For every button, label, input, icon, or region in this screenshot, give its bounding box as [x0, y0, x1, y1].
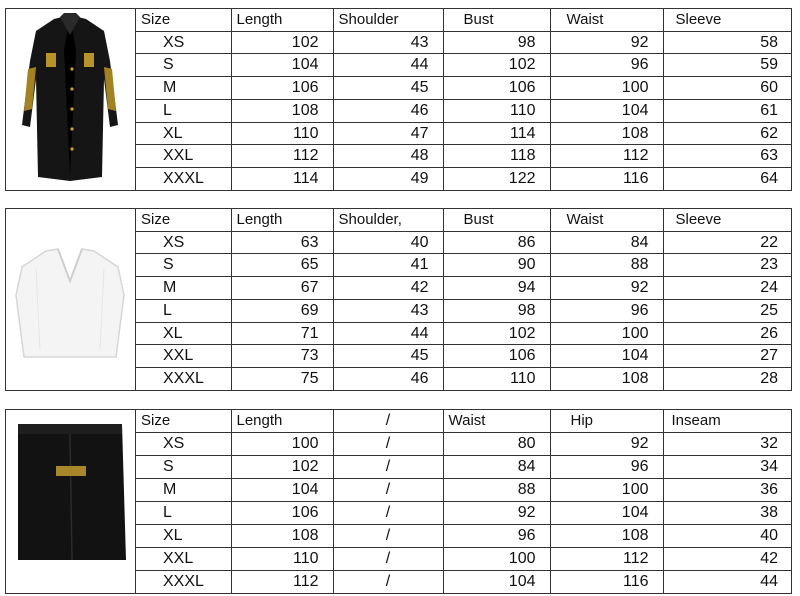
cell-size: XS [136, 231, 231, 254]
cell-shoulder: 46 [333, 99, 443, 122]
cell-sleeve: 63 [663, 145, 792, 168]
black-pants-icon [6, 410, 135, 588]
cell-sleeve: 59 [663, 54, 792, 77]
cell-bust: 102 [443, 54, 550, 77]
cell-size: XL [136, 524, 231, 547]
table-row [136, 455, 792, 478]
table-header-row [136, 9, 792, 31]
cell-length: 69 [231, 299, 333, 322]
cell-shoulder: 47 [333, 122, 443, 145]
header-shoulder: Shoulder, [333, 209, 443, 231]
cell-bust: 90 [443, 254, 550, 277]
cell-size: M [136, 77, 231, 100]
cell-size: L [136, 99, 231, 122]
cell-length: 67 [231, 277, 333, 300]
size-table-coat [136, 9, 792, 190]
cell-waist: 84 [550, 231, 663, 254]
cell-waist: 80 [443, 432, 550, 455]
header-waist: Waist [443, 410, 550, 432]
cell-shoulder: 41 [333, 254, 443, 277]
cell-inseam: 32 [663, 432, 792, 455]
cell-waist: 96 [550, 299, 663, 322]
header-inseam: Inseam [663, 410, 792, 432]
cell-length: 75 [231, 368, 333, 390]
header-size: Size [136, 9, 231, 31]
cell-bust: 106 [443, 77, 550, 100]
cell-waist: 96 [443, 524, 550, 547]
cell-size: XL [136, 322, 231, 345]
header-bust: Bust [443, 209, 550, 231]
cell-waist: 100 [550, 77, 663, 100]
cell-length: 100 [231, 432, 333, 455]
cell-length: 110 [231, 547, 333, 570]
table-row [136, 501, 792, 524]
cell-inseam: 36 [663, 478, 792, 501]
cell-inseam: 40 [663, 524, 792, 547]
cell-hip: 100 [550, 478, 663, 501]
cell-waist: 88 [550, 254, 663, 277]
cell-bust: 110 [443, 99, 550, 122]
header-hip: Hip [550, 410, 663, 432]
table-header-row [136, 209, 792, 231]
cell-length: 108 [231, 99, 333, 122]
cell-waist: 116 [550, 168, 663, 190]
cell-bust: 106 [443, 345, 550, 368]
cell-sleeve: 24 [663, 277, 792, 300]
header-shoulder: Shoulder [333, 9, 443, 31]
table-row [136, 570, 792, 593]
white-v-neck-shirt-icon [6, 209, 135, 385]
cell-slash: / [333, 455, 443, 478]
cell-slash: / [333, 547, 443, 570]
cell-size: XXXL [136, 168, 231, 190]
cell-sleeve: 58 [663, 31, 792, 54]
cell-waist: 112 [550, 145, 663, 168]
table-row [136, 277, 792, 300]
header-length: Length [231, 410, 333, 432]
header-size: Size [136, 410, 231, 432]
table-row [136, 345, 792, 368]
cell-bust: 122 [443, 168, 550, 190]
cell-shoulder: 49 [333, 168, 443, 190]
table-row [136, 368, 792, 390]
cell-slash: / [333, 478, 443, 501]
pants-image-cell [6, 410, 136, 593]
table-row [136, 231, 792, 254]
size-table-shirt [136, 209, 792, 390]
cell-shoulder: 45 [333, 77, 443, 100]
cell-length: 106 [231, 501, 333, 524]
cell-size: M [136, 478, 231, 501]
cell-sleeve: 25 [663, 299, 792, 322]
table-row [136, 122, 792, 145]
header-sleeve: Sleeve [663, 9, 792, 31]
cell-inseam: 44 [663, 570, 792, 593]
cell-sleeve: 26 [663, 322, 792, 345]
cell-size: S [136, 54, 231, 77]
header-size: Size [136, 209, 231, 231]
cell-size: XXL [136, 345, 231, 368]
cell-bust: 86 [443, 231, 550, 254]
table-row [136, 524, 792, 547]
table-row [136, 547, 792, 570]
table-row [136, 254, 792, 277]
cell-waist: 108 [550, 122, 663, 145]
table-row [136, 99, 792, 122]
cell-size: XXL [136, 145, 231, 168]
cell-bust: 114 [443, 122, 550, 145]
table-row [136, 478, 792, 501]
cell-waist: 88 [443, 478, 550, 501]
cell-waist: 104 [443, 570, 550, 593]
cell-size: XL [136, 122, 231, 145]
header-length: Length [231, 209, 333, 231]
header-waist: Waist [550, 9, 663, 31]
cell-waist: 100 [550, 322, 663, 345]
table-row [136, 77, 792, 100]
cell-length: 108 [231, 524, 333, 547]
cell-bust: 102 [443, 322, 550, 345]
size-chart-shirt [5, 208, 792, 391]
cell-size: S [136, 254, 231, 277]
cell-waist: 92 [443, 501, 550, 524]
cell-inseam: 42 [663, 547, 792, 570]
cell-size: S [136, 455, 231, 478]
cell-shoulder: 45 [333, 345, 443, 368]
cell-waist: 108 [550, 368, 663, 390]
cell-sleeve: 62 [663, 122, 792, 145]
cell-waist: 92 [550, 31, 663, 54]
cell-length: 110 [231, 122, 333, 145]
cell-shoulder: 48 [333, 145, 443, 168]
cell-size: XS [136, 432, 231, 455]
cell-slash: / [333, 570, 443, 593]
cell-sleeve: 60 [663, 77, 792, 100]
cell-shoulder: 43 [333, 299, 443, 322]
cell-length: 73 [231, 345, 333, 368]
size-table-pants [136, 410, 792, 593]
cell-shoulder: 44 [333, 322, 443, 345]
header-waist: Waist [550, 209, 663, 231]
cell-shoulder: 43 [333, 31, 443, 54]
cell-size: XS [136, 31, 231, 54]
cell-size: XXXL [136, 570, 231, 593]
cell-size: L [136, 299, 231, 322]
table-header-row [136, 410, 792, 432]
table-row [136, 322, 792, 345]
cell-sleeve: 23 [663, 254, 792, 277]
cell-bust: 98 [443, 299, 550, 322]
header-slash: / [333, 410, 443, 432]
table-row [136, 54, 792, 77]
cell-length: 102 [231, 455, 333, 478]
cell-bust: 110 [443, 368, 550, 390]
cell-inseam: 34 [663, 455, 792, 478]
shirt-image-cell [6, 209, 136, 390]
cell-slash: / [333, 432, 443, 455]
cell-hip: 108 [550, 524, 663, 547]
cell-waist: 104 [550, 345, 663, 368]
cell-length: 112 [231, 570, 333, 593]
size-chart-coat [5, 8, 792, 191]
table-row [136, 31, 792, 54]
cell-size: XXL [136, 547, 231, 570]
cell-sleeve: 28 [663, 368, 792, 390]
table-row [136, 432, 792, 455]
size-chart-pants [5, 409, 792, 594]
cell-hip: 96 [550, 455, 663, 478]
black-long-coat-icon [6, 9, 135, 185]
table-row [136, 168, 792, 190]
cell-length: 114 [231, 168, 333, 190]
cell-hip: 104 [550, 501, 663, 524]
cell-hip: 116 [550, 570, 663, 593]
cell-length: 71 [231, 322, 333, 345]
table-row [136, 145, 792, 168]
cell-sleeve: 27 [663, 345, 792, 368]
cell-length: 104 [231, 54, 333, 77]
cell-size: L [136, 501, 231, 524]
cell-sleeve: 64 [663, 168, 792, 190]
cell-slash: / [333, 524, 443, 547]
cell-waist: 96 [550, 54, 663, 77]
cell-length: 63 [231, 231, 333, 254]
cell-length: 102 [231, 31, 333, 54]
cell-hip: 92 [550, 432, 663, 455]
cell-bust: 98 [443, 31, 550, 54]
cell-shoulder: 46 [333, 368, 443, 390]
table-row [136, 299, 792, 322]
cell-length: 65 [231, 254, 333, 277]
cell-waist: 100 [443, 547, 550, 570]
cell-length: 104 [231, 478, 333, 501]
cell-waist: 92 [550, 277, 663, 300]
cell-shoulder: 42 [333, 277, 443, 300]
cell-hip: 112 [550, 547, 663, 570]
cell-sleeve: 22 [663, 231, 792, 254]
header-sleeve: Sleeve [663, 209, 792, 231]
cell-waist: 84 [443, 455, 550, 478]
cell-size: M [136, 277, 231, 300]
header-length: Length [231, 9, 333, 31]
cell-slash: / [333, 501, 443, 524]
cell-size: XXXL [136, 368, 231, 390]
cell-shoulder: 40 [333, 231, 443, 254]
cell-waist: 104 [550, 99, 663, 122]
cell-shoulder: 44 [333, 54, 443, 77]
cell-length: 112 [231, 145, 333, 168]
cell-bust: 118 [443, 145, 550, 168]
cell-inseam: 38 [663, 501, 792, 524]
cell-length: 106 [231, 77, 333, 100]
cell-sleeve: 61 [663, 99, 792, 122]
coat-image-cell [6, 9, 136, 190]
header-bust: Bust [443, 9, 550, 31]
cell-bust: 94 [443, 277, 550, 300]
